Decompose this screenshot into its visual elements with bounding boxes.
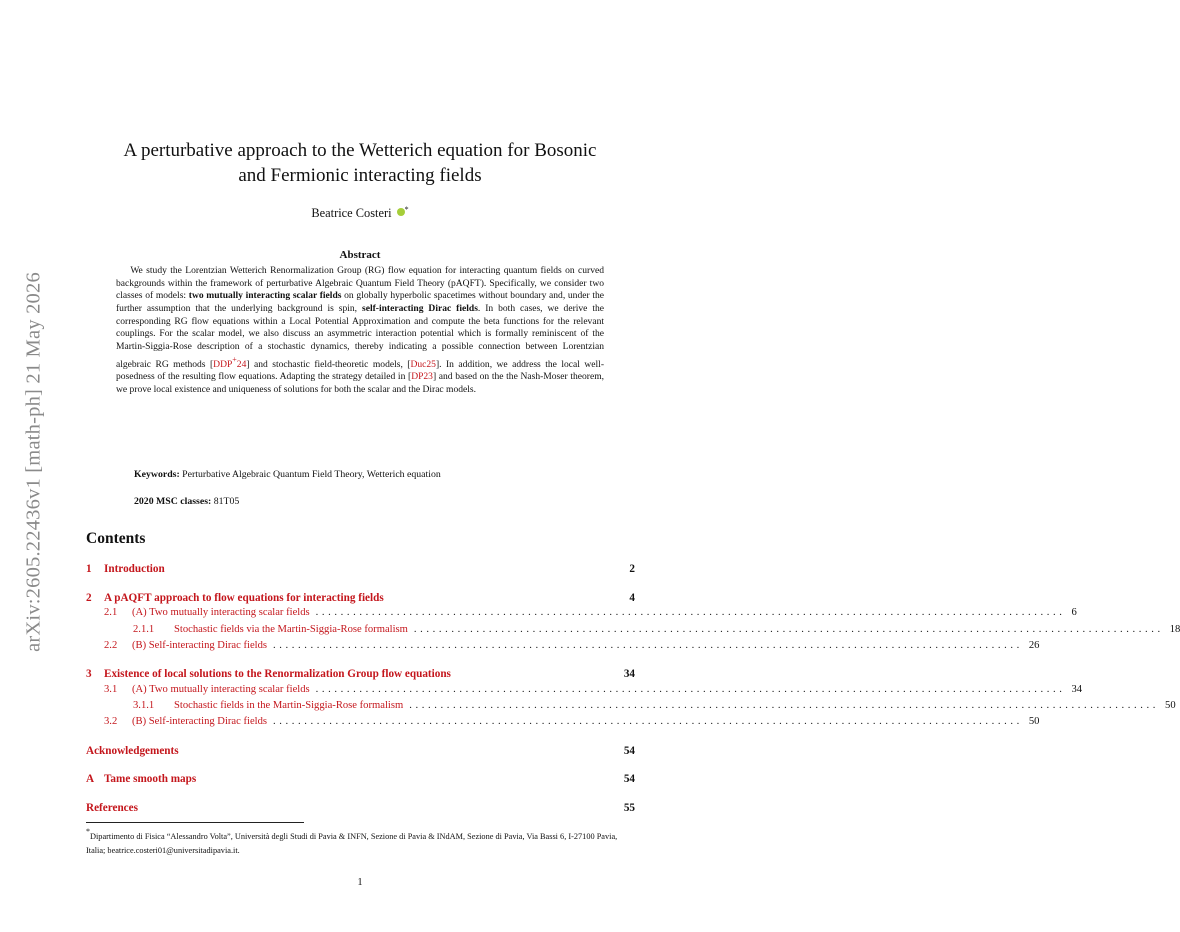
- toc-entry-number: 2.1: [104, 607, 118, 618]
- orcid-icon[interactable]: [397, 208, 405, 216]
- toc-entry-number: 2.1.1: [133, 624, 155, 635]
- footnote-divider: [86, 822, 304, 823]
- toc-entry[interactable]: [86, 592, 635, 604]
- toc-entry-label[interactable]: (B) Self-interacting Dirac fields: [132, 716, 268, 727]
- abstract-body: [116, 265, 604, 397]
- paper-title: [80, 138, 640, 188]
- toc-entry-page: 4: [629, 592, 635, 604]
- abstract-text-5: ]. In addition, we address the local well-posedness of the resulting flow equations. Adapting the strategy detailed in [: [116, 358, 604, 383]
- toc-entry-number: 1: [86, 563, 92, 575]
- toc-entry-label[interactable]: Stochastic fields in the Martin-Siggia-Rose formalism: [174, 700, 404, 711]
- toc-entry-label[interactable]: Existence of local solutions to the Renormalization Group flow equations: [104, 668, 451, 680]
- toc-entry-page: 50: [1028, 716, 1040, 727]
- toc-entry-label[interactable]: (B) Self-interacting Dirac fields: [132, 640, 268, 651]
- toc-entry-page: 2: [629, 563, 635, 575]
- toc-entry-label[interactable]: (A) Two mutually interacting scalar fields: [132, 607, 310, 618]
- abstract-text-4: ] and stochastic field-theoretic models, [: [246, 358, 411, 370]
- author-line: [80, 205, 640, 221]
- abstract-text-1: We study the Lorentzian Wetterich Renormalization Group (RG) flow equation for interacting quantum fields on curved backgrounds within the framework of perturbative Algebraic Quantum Field Theory (pAQFT). Specifically, we consider two classes of models:: [116, 265, 604, 302]
- toc-entry-page: 6: [1071, 607, 1077, 618]
- toc-entry-number: 3.1.1: [133, 700, 155, 711]
- toc-entry-label[interactable]: Stochastic fields via the Martin-Siggia-Rose formalism: [174, 624, 408, 635]
- toc-dot-leader: ........................................................................................................................: [315, 607, 1066, 618]
- toc-entry[interactable]: [86, 745, 635, 757]
- toc-entry-number: 3.2: [104, 716, 118, 727]
- toc-entry[interactable]: [86, 563, 635, 575]
- abstract-text-3: . In both cases, we derive the corresponding RG flow equations within a Local Potential Approximation and compute the beta functions for the relevant couplings. For the scalar model, we also discuss an asymmetric interaction potential which is formally reminiscent of the Martin-Siggia-Rose description of a stochastic dynamics, thereby indicating a possible connection between Lorentzian algebraic RG methods [: [116, 302, 605, 370]
- toc-entry-page: 55: [623, 802, 635, 814]
- toc-entry[interactable]: [104, 684, 1083, 695]
- toc-entry-number: 2: [86, 592, 92, 604]
- toc-entry-page: 34: [623, 668, 635, 680]
- footnote-text: Dipartimento di Fisica “Alessandro Volta”, Università degli Studi di Pavia & INFN, Sezione di Pavia & INdAM, Sezione di Pavia, Via Bassi 6, I-27100 Pavia, Italia; beatrice.costeri01@universitadipavia.it.: [86, 832, 618, 855]
- toc-entry-page: 50: [1165, 700, 1176, 711]
- title-line-2: and Fermionic interacting fields: [238, 165, 482, 186]
- toc-entry[interactable]: [86, 802, 635, 814]
- abstract-text-6: ] and based on the the Nash-Moser theorem, we prove local existence and uniqueness of solutions for both the scalar and the Dirac models.: [116, 371, 605, 395]
- affiliation-footnote: [86, 825, 635, 857]
- toc-entry[interactable]: [86, 773, 635, 785]
- toc-entry-number: 2.2: [104, 640, 118, 651]
- toc-entry-label[interactable]: (A) Two mutually interacting scalar fields: [132, 684, 310, 695]
- toc-entry-label[interactable]: Introduction: [104, 563, 165, 575]
- keywords: [134, 469, 604, 480]
- toc-entry-label[interactable]: Acknowledgements: [86, 745, 179, 757]
- arxiv-identifier: arXiv:2605.22436v1 [math-ph] 21 May 2026: [22, 272, 45, 652]
- toc-dot-leader: ........................................................................................................................: [315, 684, 1066, 695]
- msc-classes: [134, 496, 604, 507]
- toc-entry[interactable]: [86, 668, 635, 680]
- msc-label: 2020 MSC classes:: [134, 496, 212, 507]
- toc-entry-number: 3: [86, 668, 92, 680]
- toc-entry-page: 34: [1071, 684, 1083, 695]
- toc-entry-number: A: [86, 773, 95, 785]
- abstract-bold-1: two mutually interacting scalar fields: [188, 290, 342, 302]
- author-footnote-mark: *: [404, 205, 409, 214]
- footnote-mark: *: [86, 827, 90, 836]
- toc-entry-label[interactable]: A pAQFT approach to flow equations for interacting fields: [104, 592, 384, 604]
- toc-entry-page: 18: [1169, 624, 1180, 635]
- toc-entry-page: 26: [1028, 640, 1040, 651]
- toc-entry-page: 54: [623, 745, 635, 757]
- title-line-1: A perturbative approach to the Wetterich equation for Bosonic: [123, 140, 597, 161]
- keywords-label: Keywords:: [134, 469, 180, 480]
- toc-entry-label[interactable]: Tame smooth maps: [104, 773, 197, 785]
- abstract-bold-2: self-interacting Dirac fields: [362, 302, 478, 314]
- author-name: Beatrice Costeri: [311, 206, 392, 220]
- toc-entry[interactable]: [133, 624, 1180, 635]
- toc-dot-leader: ........................................................................................................................: [413, 624, 1164, 635]
- arxiv-sidebar: [14, 232, 54, 692]
- contents-heading: Contents: [86, 530, 146, 547]
- page-number: 1: [357, 877, 363, 888]
- msc-value: 81T05: [213, 496, 240, 507]
- toc-entry-page: 54: [623, 773, 635, 785]
- citation-duc25[interactable]: Duc25: [410, 358, 436, 370]
- toc-dot-leader: ........................................................................................................................: [273, 716, 1023, 727]
- toc-entry[interactable]: [133, 700, 1176, 711]
- abstract-text-2: on globally hyperbolic spacetimes without boundary and, under the further assumption that the underlying background is spin,: [116, 290, 604, 314]
- citation-ddp24[interactable]: DDP+24: [213, 354, 247, 370]
- toc-entry-label[interactable]: References: [86, 802, 138, 814]
- toc-entry[interactable]: [104, 716, 1040, 727]
- toc-entry[interactable]: [104, 640, 1040, 651]
- abstract-heading: Abstract: [339, 249, 381, 261]
- keywords-value: Perturbative Algebraic Quantum Field Theory, Wetterich equation: [182, 469, 441, 480]
- toc-dot-leader: ........................................................................................................................: [409, 700, 1160, 711]
- citation-dp23[interactable]: DP23: [411, 371, 433, 383]
- toc-entry-number: 3.1: [104, 684, 118, 695]
- toc-entry[interactable]: [104, 607, 1077, 618]
- toc-dot-leader: ........................................................................................................................: [273, 640, 1023, 651]
